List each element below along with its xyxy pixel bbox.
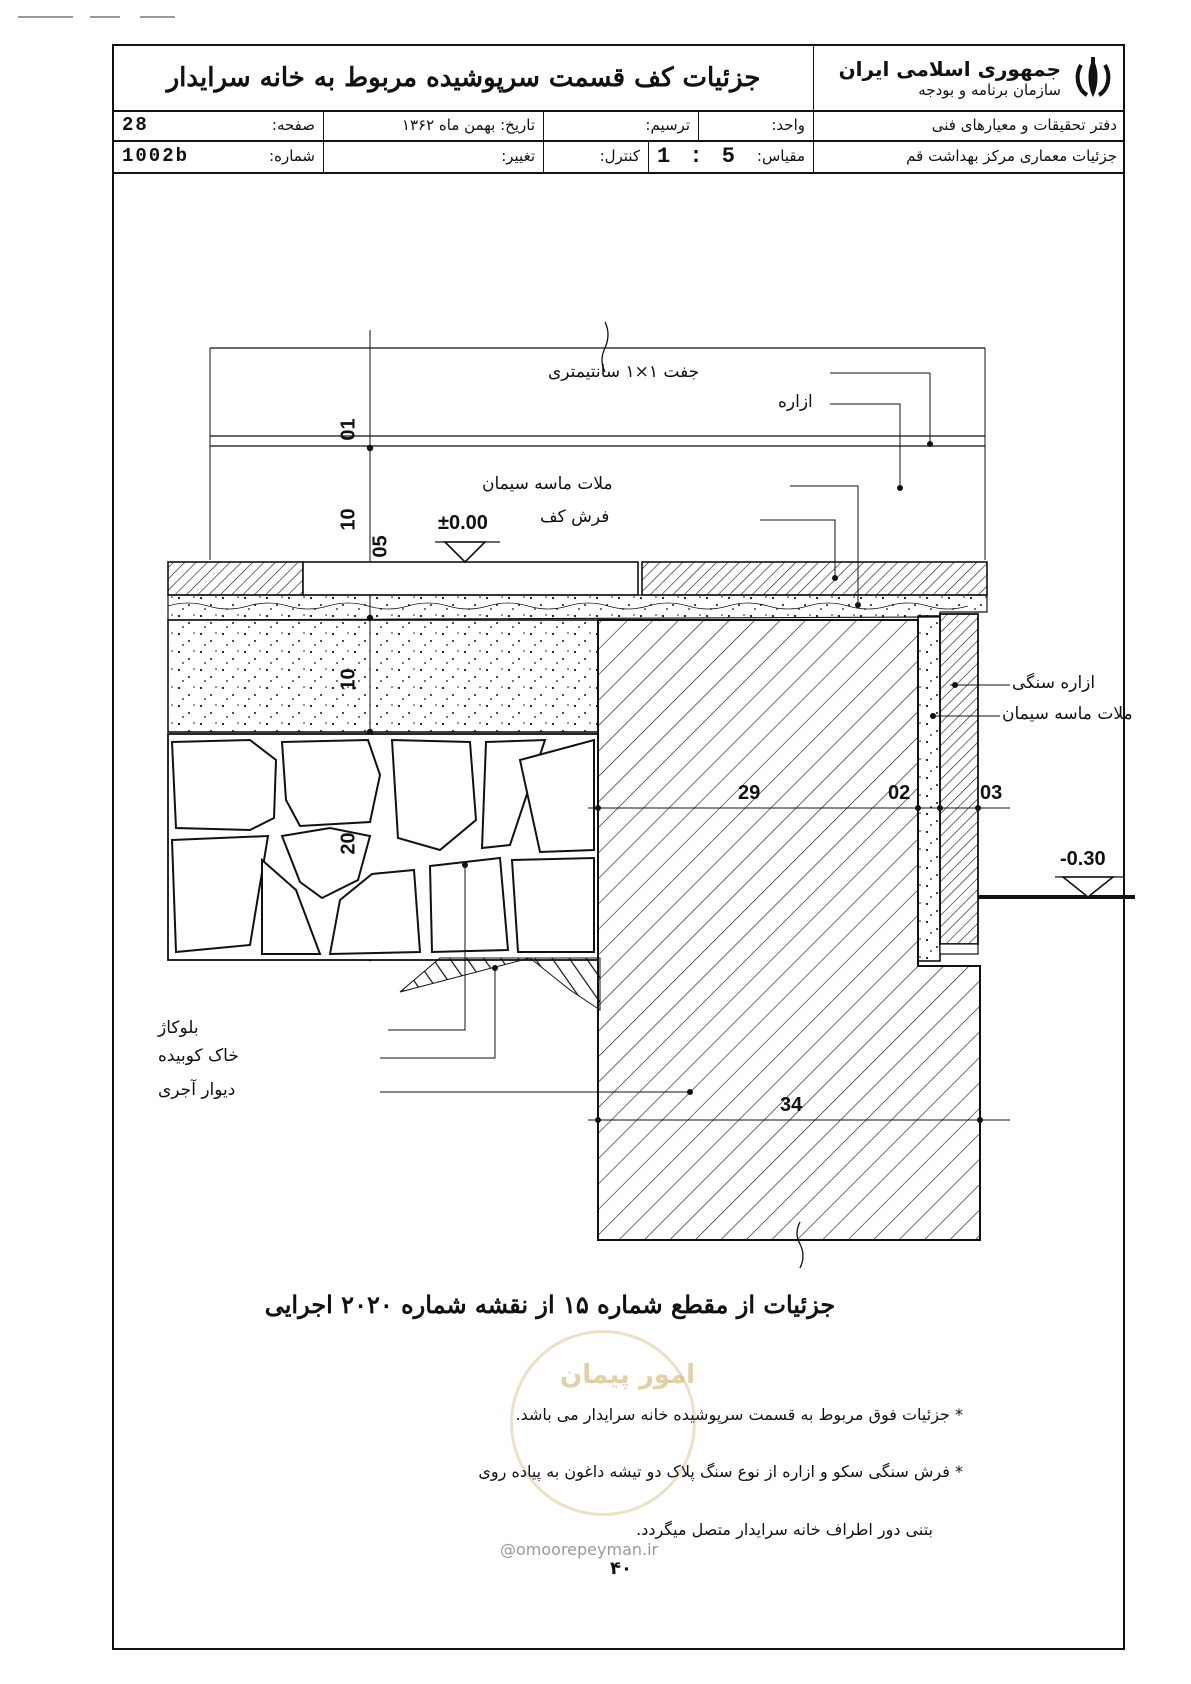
unit-label: واحد:	[771, 116, 805, 134]
scale-label: مقیاس:	[756, 147, 805, 165]
note-3: بتنی دور اطراف خانه سرایدار متصل میگردد.	[636, 1520, 933, 1539]
dim-29: 29	[738, 782, 761, 804]
control-label: کنترل:	[599, 147, 640, 165]
drawn-label: ترسیم:	[645, 116, 690, 134]
dim-03: 03	[980, 782, 1003, 804]
number-label: شماره:	[269, 147, 315, 165]
dim-20: 20	[337, 832, 360, 855]
sheet-title: جزئیات کف قسمت سرپوشیده مربوط به خانه سرایدار	[166, 63, 761, 93]
org-name: جمهوری اسلامی ایران	[838, 57, 1061, 81]
dim-02: 02	[888, 782, 911, 804]
watermark-url: @omoorepeyman.ir	[500, 1540, 659, 1559]
watermark-brand: امور پیمان	[560, 1360, 696, 1390]
change-label: تغییر:	[501, 147, 535, 165]
dim-10-top: 10	[337, 508, 360, 531]
dim-01: 01	[337, 418, 360, 441]
label-stone-skirting: ازاره سنگی	[1012, 673, 1096, 693]
dim-05: 05	[369, 535, 392, 558]
project-name: جزئیات معماری مرکز بهداشت قم	[906, 147, 1117, 165]
dim-10-concrete: 10	[337, 668, 360, 691]
page-number: ۴۰	[610, 1558, 632, 1579]
page-value: 28	[122, 114, 149, 136]
label-sealant: جفت ۱×۱ سانتیمتری	[548, 362, 700, 382]
level-ground: -0.30	[1060, 848, 1106, 870]
label-floor-finish: فرش کف	[540, 507, 610, 527]
label-brick-wall: دیوار آجری	[158, 1080, 236, 1100]
label-skirting: ازاره	[778, 392, 813, 412]
label-mortar-top: ملات ماسه سیمان	[482, 474, 613, 494]
label-blokaj: بلوکاژ	[158, 1018, 199, 1038]
note-2: * فرش سنگی سکو و ازاره از نوع سنگ پلاک دو تیشه داغون به پیاده روی	[478, 1462, 963, 1481]
detail-caption: جزئیات از مقطع شماره ۱۵ از نقشه شماره ۲۰۲۰ اجرایی	[264, 1290, 836, 1319]
scale-value: 1 : 5	[657, 143, 739, 169]
label-mortar-side: ملات ماسه سیمان	[1002, 704, 1133, 724]
note-1: * جزئیات فوق مربوط به قسمت سرپوشیده خانه سرایدار می باشد.	[515, 1405, 963, 1424]
org-subname: سازمان برنامه و بودجه	[918, 81, 1061, 99]
level-floor: ±0.00	[438, 512, 488, 534]
office-name: دفتر تحقیقات و معیارهای فنی	[931, 116, 1117, 134]
label-compacted-soil: خاک کوبیده	[158, 1046, 239, 1066]
date-label: تاریخ: بهمن ماه ۱۳۶۲	[401, 116, 535, 134]
page-label: صفحه:	[271, 116, 315, 134]
number-value: 1002b	[122, 145, 190, 167]
dim-34: 34	[780, 1094, 803, 1116]
